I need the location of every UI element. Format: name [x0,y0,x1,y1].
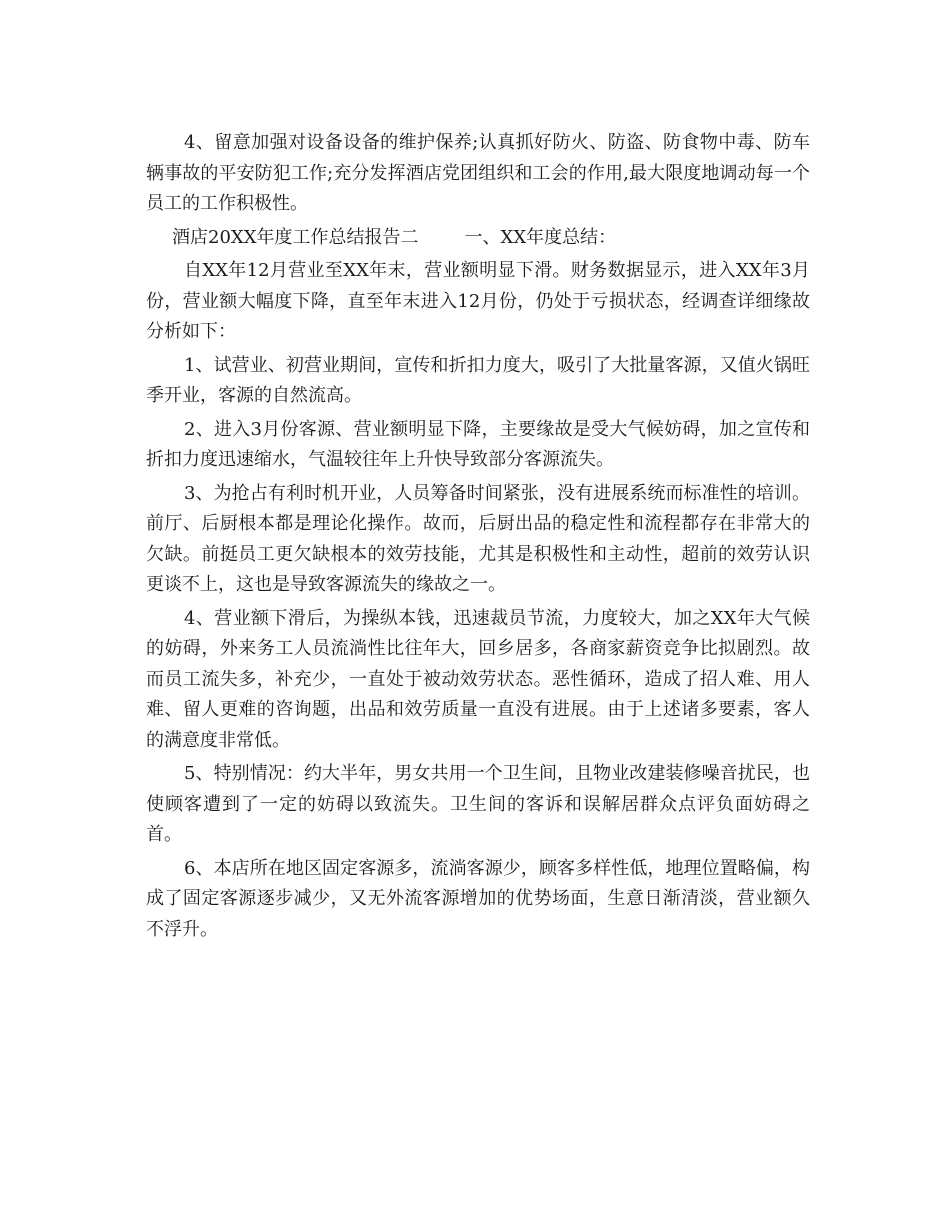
paragraph-item-2: 2、进入3月份客源、营业额明显下降，主要缘故是受大气候妨碍，加之宣传和折扣力度迅速缩水，气温较往年上升快导致部分客源流失。 [146,418,810,470]
paragraph-item-3: 3、为抢占有利时机开业，人员筹备时间紧张，没有进展系统而标准性的培训。前厅、后厨根本都是理论化操作。故而，后厨出品的稳定性和流程都存在非常大的欠缺。前挺员工更欠缺根本的效劳技能，尤其是积极性和主动性，超前的效劳认识更谈不上，这也是导致客源流失的缘故之一。 [146,482,810,595]
paragraph-item-1: 1、试营业、初营业期间，宣传和折扣力度大，吸引了大批量客源，又值火锅旺季开业，客源的自然流高。 [146,354,810,406]
paragraph-item-6: 6、本店所在地区固定客源多，流淌客源少，顾客多样性低，地理位置略偏，构成了固定客源逐步减少，又无外流客源增加的优势场面，生意日渐清淡，营业额久不浮升。 [146,857,810,940]
report-heading-line [146,223,810,254]
report-title: 酒店20XX年度工作总结报告二 [172,226,419,248]
paragraph-item-4: 4、营业额下滑后，为操纵本钱，迅速裁员节流，力度较大，加之XX年大气候的妨碍，外来务工人员流淌性比往年大，回乡居多，各商家薪资竞争比拟剧烈。故而员工流失多，补充少，一直处于被动效劳状态。恶性循环，造成了招人难、用人难、留人更难的咨询题，出品和效劳质量一直没有进展。由于上述诸多要素，客人的满意度非常低。 [146,607,810,751]
document-body [146,128,810,948]
section-title: 一、XX年度总结： [464,226,617,248]
paragraph-maintenance: 4、留意加强对设备设备的维护保养;认真抓好防火、防盗、防食物中毒、防车辆事故的平安防犯工作;充分发挥酒店党团组织和工会的作用,最大限度地调动每一个员工的工作积极性。 [146,132,810,214]
paragraph-intro: 自XX年12月营业至XX年末，营业额明显下滑。财务数据显示，进入XX年3月份，营业额大幅度下降，直至年末进入12月份，仍处于亏损状态，经调查详细缘故分析如下： [146,260,810,342]
paragraph-item-5: 5、特别情况：约大半年，男女共用一个卫生间，且物业改建装修噪音扰民，也使顾客遭到了一定的妨碍以致流失。卫生间的客诉和误解居群众点评负面妨碍之首。 [146,763,810,845]
